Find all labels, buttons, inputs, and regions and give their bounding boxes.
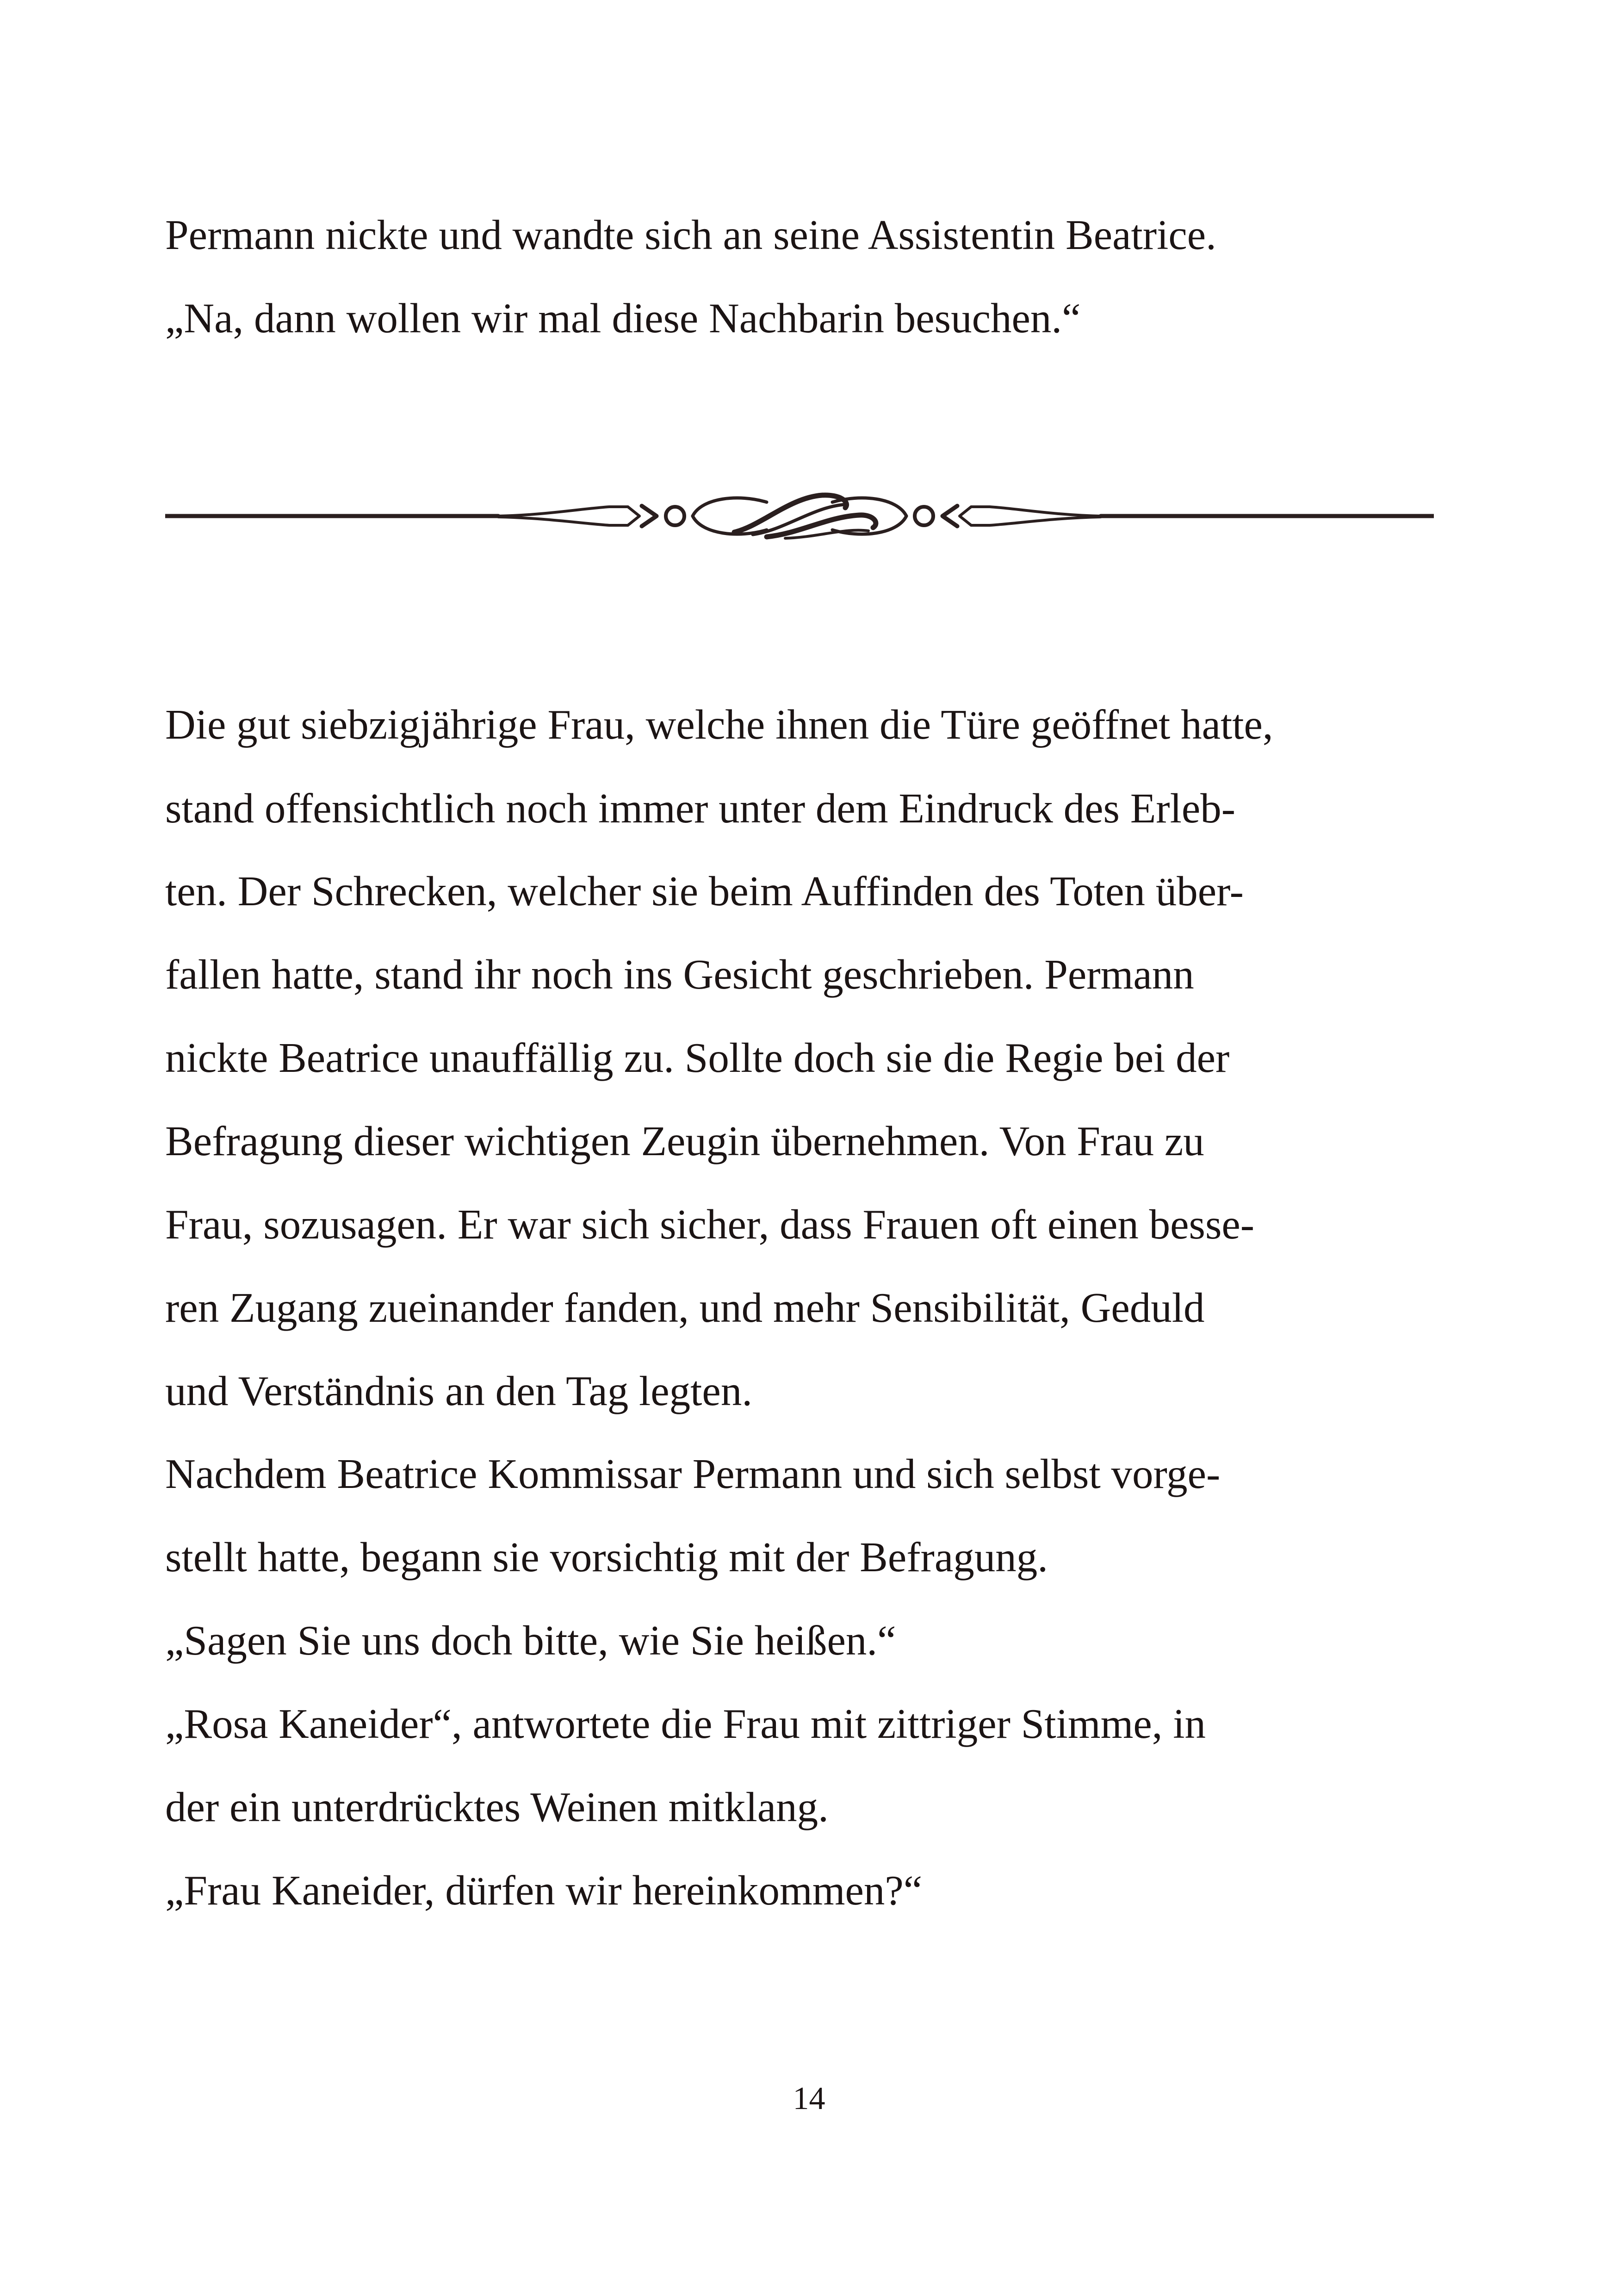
text-line: nickte Beatrice unauffällig zu. Sollte doch sie die Regie bei der	[165, 1034, 1230, 1081]
text-line: Die gut siebzigjährige Frau, welche ihnen die Türe geöffnet hatte,	[165, 701, 1273, 748]
text-line: „Na, dann wollen wir mal diese Nachbarin besuchen.“	[165, 295, 1081, 342]
text-line: „Sagen Sie uns doch bitte, wie Sie heißen.“	[165, 1617, 896, 1664]
text-line: stand offensichtlich noch immer unter dem Eindruck des Erleb-	[165, 785, 1236, 832]
text-line: der ein unterdrücktes Weinen mitklang.	[165, 1784, 829, 1830]
text-line: ten. Der Schrecken, welcher sie beim Auffinden des Toten über-	[165, 868, 1244, 915]
page-number: 14	[793, 2081, 825, 2116]
text-line: Nachdem Beatrice Kommissar Permann und sich selbst vorge-	[165, 1450, 1221, 1497]
text-line: und Verständnis an den Tag legten.	[165, 1368, 753, 1414]
text-line: stellt hatte, begann sie vorsichtig mit der Befragung.	[165, 1534, 1048, 1580]
text-line: Permann nickte und wandte sich an seine Assistentin Beatrice.	[165, 212, 1216, 258]
flourish-divider-icon	[165, 479, 1434, 553]
text-line: Frau, sozusagen. Er war sich sicher, dass Frauen oft einen besse-	[165, 1201, 1255, 1248]
text-line: „Frau Kaneider, dürfen wir hereinkommen?“	[165, 1867, 923, 1914]
text-line: „Rosa Kaneider“, antwortete die Frau mit zittriger Stimme, in	[165, 1700, 1206, 1747]
text-line: Befragung dieser wichtigen Zeugin übernehmen. Von Frau zu	[165, 1118, 1204, 1164]
text-line: fallen hatte, stand ihr noch ins Gesicht geschrieben. Permann	[165, 951, 1194, 998]
text-line: ren Zugang zueinander fanden, und mehr Sensibilität, Geduld	[165, 1284, 1205, 1331]
